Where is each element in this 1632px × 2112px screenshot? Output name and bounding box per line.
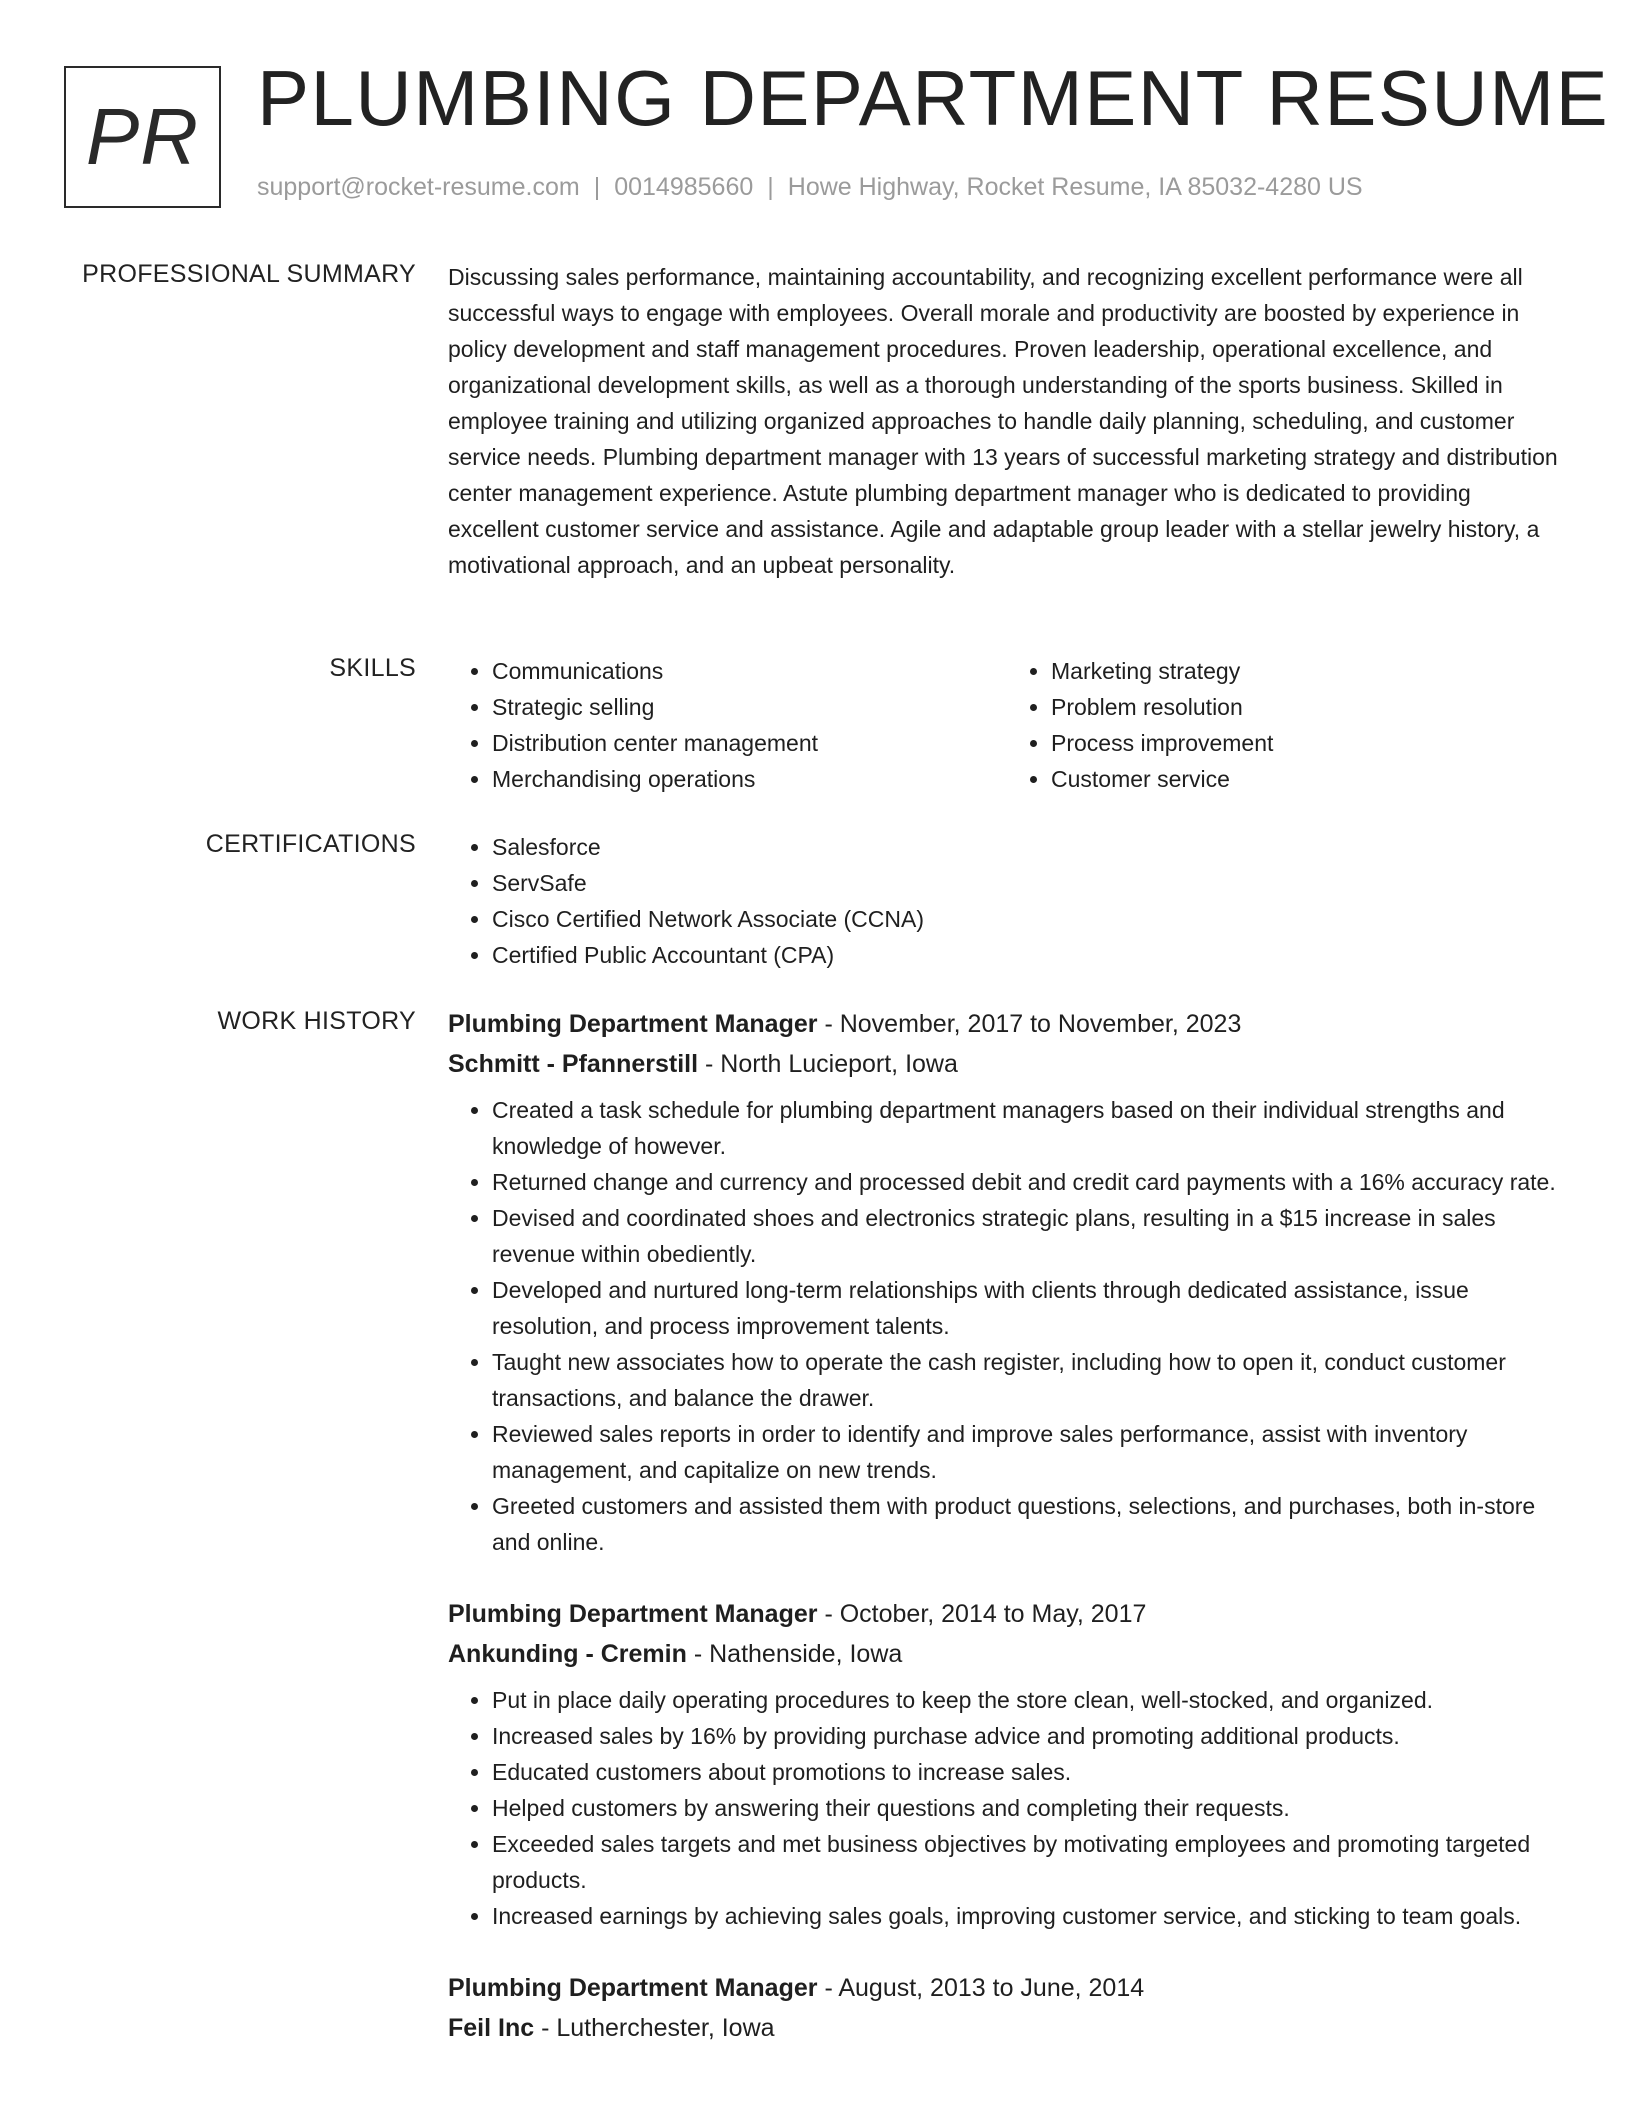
- job-title: Plumbing Department Manager: [448, 1010, 818, 1038]
- skill-item: • Customer service: [1051, 761, 1566, 797]
- job-bullet: • Returned change and currency and processed debit and credit card payments with a 16% accuracy rate.: [492, 1164, 1566, 1200]
- skill-item: • Distribution center management: [492, 725, 1007, 761]
- skills-list-left: [448, 653, 1007, 797]
- company-location: - Lutherchester, Iowa: [534, 2014, 775, 2042]
- job-bullet: • Greeted customers and assisted them with product questions, selections, and purchases, both in-store and online.: [492, 1488, 1566, 1560]
- certification-item: • Cisco Certified Network Associate (CCNA): [492, 901, 1566, 937]
- skill-item: • Strategic selling: [492, 689, 1007, 725]
- company-name: Feil Inc: [448, 2014, 535, 2042]
- job-bullets: [448, 1092, 1566, 1560]
- certification-item: • Salesforce: [492, 829, 1566, 865]
- company-name: Schmitt - Pfannerstill: [448, 1050, 699, 1078]
- job-dates: - November, 2017 to November, 2023: [817, 1010, 1242, 1038]
- contact-separator: |: [767, 173, 774, 201]
- job-dates: - August, 2013 to June, 2014: [817, 1974, 1145, 2002]
- job-heading: [448, 1968, 1566, 2008]
- job-title: Plumbing Department Manager: [448, 1974, 818, 2002]
- job-bullet: • Increased sales by 16% by providing purchase advice and promoting additional products.: [492, 1718, 1566, 1754]
- company-location: - North Lucieport, Iowa: [698, 1050, 958, 1078]
- job-dates: - October, 2014 to May, 2017: [817, 1600, 1147, 1628]
- skills-section: [448, 653, 1566, 797]
- contact-phone[interactable]: 0014985660: [614, 173, 754, 201]
- job-bullet: • Devised and coordinated shoes and electronics strategic plans, resulting in a $15 increase in sales revenue within obediently.: [492, 1200, 1566, 1272]
- section-label-skills: SKILLS: [329, 654, 416, 682]
- certification-item: • ServSafe: [492, 865, 1566, 901]
- job-heading: [448, 1004, 1566, 1044]
- company-line: [448, 1634, 1566, 1674]
- company-line: [448, 1044, 1566, 1084]
- skill-item: • Communications: [492, 653, 1007, 689]
- job-heading: [448, 1594, 1566, 1634]
- job-bullet: • Exceeded sales targets and met business objectives by motivating employees and promoting targeted products.: [492, 1826, 1566, 1898]
- job-bullet: • Put in place daily operating procedures to keep the store clean, well-stocked, and organized.: [492, 1682, 1566, 1718]
- section-label-summary: PROFESSIONAL SUMMARY: [82, 260, 416, 288]
- job-bullet: • Increased earnings by achieving sales goals, improving customer service, and sticking to team goals.: [492, 1898, 1566, 1934]
- job-bullet: • Taught new associates how to operate the cash register, including how to open it, conduct customer transactions, and balance the drawer.: [492, 1344, 1566, 1416]
- contact-address: Howe Highway, Rocket Resume, IA 85032-4280 US: [787, 173, 1363, 201]
- contact-email[interactable]: support@rocket-resume.com: [257, 173, 580, 201]
- summary-section: [448, 259, 1566, 583]
- contact-separator: |: [593, 173, 601, 201]
- section-label-certifications: CERTIFICATIONS: [205, 830, 416, 858]
- skill-item: • Problem resolution: [1051, 689, 1566, 725]
- work-history-section: [448, 1004, 1566, 2082]
- skill-item: • Marketing strategy: [1051, 653, 1566, 689]
- skills-list-right: [1007, 653, 1566, 797]
- resume-title: PLUMBING DEPARTMENT RESUME: [257, 54, 1610, 142]
- job-bullet: • Reviewed sales reports in order to identify and improve sales performance, assist with inventory management, and capitalize on new trends.: [492, 1416, 1566, 1488]
- job-bullets: [448, 1682, 1566, 1934]
- job-entry: [448, 1968, 1566, 2048]
- job-bullet: • Created a task schedule for plumbing department managers based on their individual strengths and knowledge of however.: [492, 1092, 1566, 1164]
- company-line: [448, 2008, 1566, 2048]
- monogram-box: [64, 66, 221, 208]
- monogram-initials: PR: [85, 92, 200, 181]
- company-location: - Nathenside, Iowa: [686, 1640, 903, 1668]
- job-title: Plumbing Department Manager: [448, 1600, 818, 1628]
- job-entry: [448, 1594, 1566, 1934]
- job-bullet: • Helped customers by answering their questions and completing their requests.: [492, 1790, 1566, 1826]
- skill-item: • Process improvement: [1051, 725, 1566, 761]
- certifications-list: [448, 829, 1566, 973]
- certification-item: • Certified Public Accountant (CPA): [492, 937, 1566, 973]
- job-bullet: • Educated customers about promotions to increase sales.: [492, 1754, 1566, 1790]
- skill-item: • Merchandising operations: [492, 761, 1007, 797]
- job-bullet: • Developed and nurtured long-term relationships with clients through dedicated assistance, issue resolution, and process improvement talents.: [492, 1272, 1566, 1344]
- company-name: Ankunding - Cremin: [448, 1640, 687, 1668]
- certifications-section: [448, 829, 1566, 973]
- summary-text: Discussing sales performance, maintaining accountability, and recognizing excellent performance were all successful ways to engage with employees. Overall morale and productivity are boosted by experience in policy development and staff management procedures. Proven leadership, operational excellence, and organizational development skills, as well as a thorough understanding of the sports business. Skilled in employee training and utilizing organized approaches to handle daily planning, scheduling, and customer service needs. Plumbing department manager with 13 years of successful marketing strategy and distribution center management experience. Astute plumbing department manager who is dedicated to providing excellent customer service and assistance. Agile and adaptable group leader with a stellar jewelry history, a motivational approach, and an upbeat personality.: [448, 264, 1558, 578]
- job-entry: [448, 1004, 1566, 1560]
- section-label-work-history: WORK HISTORY: [217, 1007, 416, 1035]
- contact-line: [257, 173, 1363, 202]
